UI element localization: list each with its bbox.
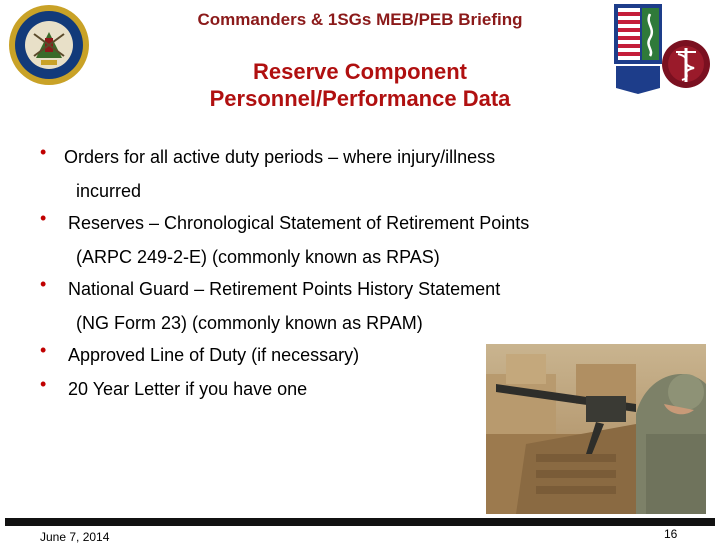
bullet-text-continuation: (NG Form 23) (commonly known as RPAM)	[76, 313, 423, 333]
bullet-text-continuation: (ARPC 249-2-E) (commonly known as RPAS)	[76, 247, 440, 267]
bullet-icon: •	[40, 340, 47, 360]
bullet-text: Orders for all active duty periods – where injury/illness	[64, 147, 496, 167]
bullet-icon: •	[40, 374, 47, 394]
bullet-icon: •	[40, 274, 47, 294]
bullet-text: Approved Line of Duty (if necessary)	[68, 345, 360, 365]
soldier-photo	[486, 344, 706, 514]
bullet-text-continuation: incurred	[76, 181, 142, 201]
footer-rule	[5, 518, 715, 526]
bullet-icon: •	[40, 142, 47, 162]
header-title: Commanders & 1SGs MEB/PEB Briefing	[197, 10, 523, 29]
bullet-item	[40, 142, 680, 208]
bullet-text: National Guard – Retirement Points History Statement	[68, 279, 501, 299]
slide-title-line1: Reserve Component	[253, 59, 467, 84]
bullet-text: 20 Year Letter if you have one	[68, 379, 308, 399]
bullet-text: Reserves – Chronological Statement of Retirement Points	[68, 213, 530, 233]
slide-title	[0, 58, 720, 112]
bullet-item	[40, 208, 680, 274]
bullet-item	[40, 274, 680, 340]
slide-title-line2: Personnel/Performance Data	[209, 86, 511, 111]
footer-date: June 7, 2014	[40, 530, 110, 544]
bullet-icon: •	[40, 208, 47, 228]
page-number: 16	[664, 527, 678, 541]
